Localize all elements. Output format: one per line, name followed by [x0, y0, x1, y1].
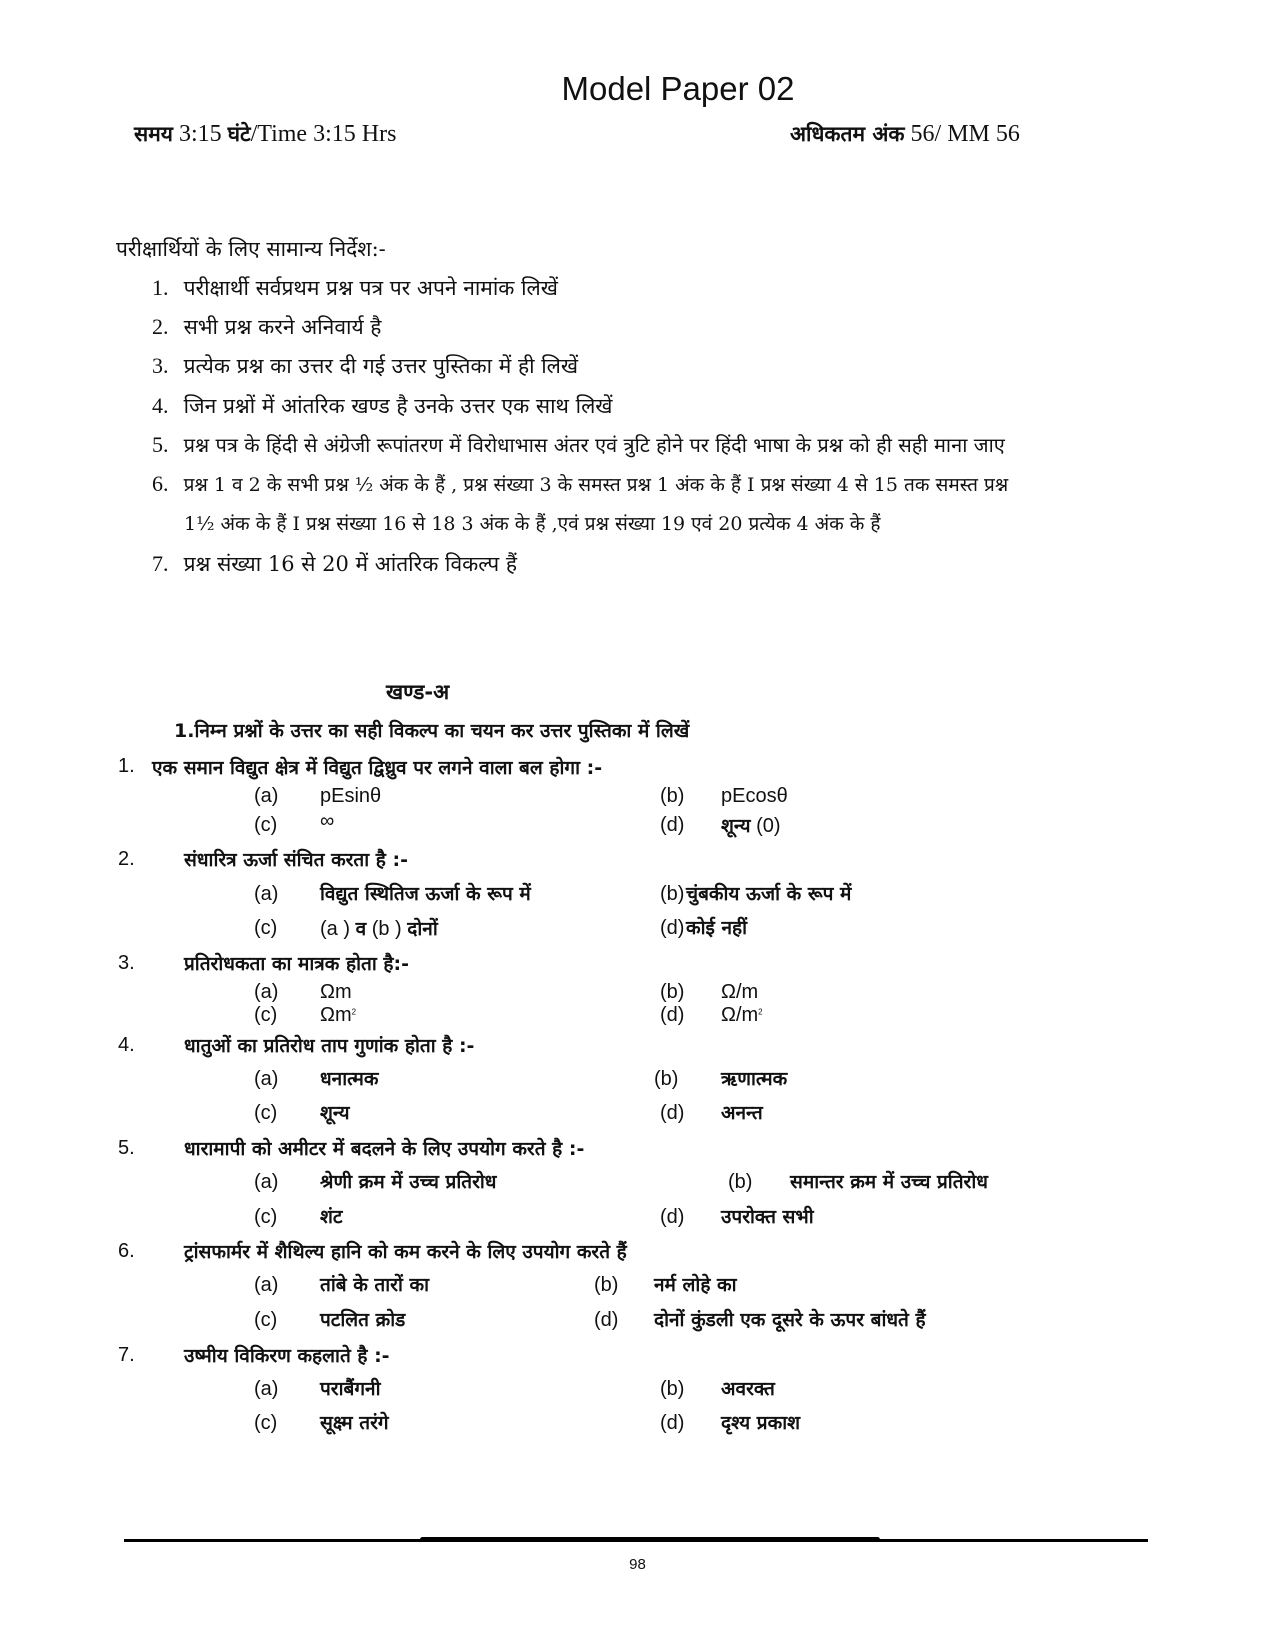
option-text: पटलित क्रोड [320, 1309, 406, 1331]
time-label-hi: समय [134, 122, 173, 146]
instruction-text: सभी प्रश्न करने अनिवार्य है [183, 315, 382, 339]
option-label: (a) [254, 1068, 279, 1090]
option-text: समान्तर क्रम में उच्च प्रतिरोध [790, 1171, 988, 1193]
instruction-number: 6. [152, 471, 169, 496]
instruction-text: प्रश्न 1 व 2 के सभी प्रश्न ½ अंक के हैं , प्रश्न संख्या 3 के समस्त प्रश्न 1 अंक के हैं I प्रश्न संख्या 4 से 15 तक समस्त प्रश्न [183, 474, 1009, 496]
option-label: (d) [660, 917, 685, 939]
max-marks [790, 120, 1020, 148]
option-label: (a) [254, 1171, 279, 1193]
option-text: Ω/m [721, 981, 759, 1003]
instruction-number: 1. [152, 275, 169, 300]
option-label: (d) [660, 1206, 685, 1228]
option-text: श्रेणी क्रम में उच्च प्रतिरोध [320, 1171, 497, 1193]
option-text-base: Ωm [320, 1004, 352, 1026]
section-subheading: 1.निम्न प्रश्नों के उत्तर का सही विकल्प का चयन कर उत्तर पुस्तिका में लिखें [174, 720, 690, 742]
question-number: 1. [118, 755, 135, 777]
option-text: नर्म लोहे का [654, 1274, 737, 1296]
option-label: (a) [254, 1378, 279, 1400]
option-text-hi: शून्य [721, 815, 751, 837]
instruction-number: 2. [152, 314, 169, 339]
instruction-number: 7. [152, 551, 169, 576]
instruction-text: जिन प्रश्नों में आंतरिक खण्ड है उनके उत्तर एक साथ लिखें [183, 394, 613, 418]
instructions-heading: परीक्षार्थियों के लिए सामान्य निर्देश:- [116, 237, 386, 261]
option-label: (c) [254, 1206, 278, 1228]
question-number: 7. [118, 1344, 135, 1366]
option-label: (a) [254, 1274, 279, 1296]
option-label: (a) [254, 785, 279, 807]
instruction-text: प्रत्येक प्रश्न का उत्तर दी गई उत्तर पुस्तिका में ही लिखें [183, 354, 579, 378]
option-text [721, 1004, 763, 1027]
option-label: (b) [660, 981, 685, 1003]
instruction-item [152, 431, 1005, 458]
marks-value: 56/ MM 56 [904, 121, 1020, 147]
instruction-text: प्रश्न संख्या 16 से 20 में आंतरिक विकल्प हैं [183, 552, 518, 576]
option-label: (b) [654, 1068, 679, 1090]
option-text: उपरोक्त सभी [721, 1206, 814, 1228]
instruction-item [152, 471, 1008, 497]
option-text: शंट [320, 1206, 343, 1228]
option-label: (d) [660, 1102, 685, 1124]
option-text: शून्य [320, 1102, 350, 1124]
option-text: ∞ [320, 810, 335, 832]
instruction-text: प्रश्न पत्र के हिंदी से अंग्रेजी रूपांतरण में विरोधाभास अंतर एवं त्रुटि होने पर हिंदी भाषा के प्रश्न को ही सही माना जाए [183, 433, 1005, 457]
option-text: तांबे के तारों का [320, 1274, 429, 1296]
question-number: 3. [118, 952, 135, 974]
marks-label-hi: अधिकतम अंक [790, 122, 905, 146]
option-label: (d) [660, 1004, 685, 1026]
option-label: (c) [254, 1309, 278, 1331]
option-text: अनन्त [721, 1102, 763, 1124]
option-label: (d) [594, 1309, 619, 1331]
option-label: (c) [254, 1004, 278, 1026]
footer-rule-thick [420, 1537, 880, 1542]
option-text: धनात्मक [320, 1068, 379, 1090]
option-text-part: (a ) [320, 918, 356, 940]
option-label: (b) [660, 785, 685, 807]
instruction-item [152, 392, 613, 420]
instruction-number: 3. [152, 353, 169, 378]
option-text: सूक्ष्म तरंगे [320, 1412, 389, 1434]
question-number: 2. [118, 848, 135, 870]
option-text-value: (0) [750, 815, 781, 837]
option-text [320, 1004, 356, 1027]
option-text-part: दोनों [407, 918, 438, 940]
option-text: पराबैंगनी [320, 1378, 381, 1400]
time-label-en: /Time 3:15 Hrs [250, 121, 397, 147]
instruction-number: 4. [152, 393, 169, 418]
question-text: एक समान विद्युत क्षेत्र में विद्युत द्विध्रुव पर लगने वाला बल होगा :- [152, 757, 603, 779]
option-text-exponent: 2 [351, 1007, 357, 1017]
option-text: ऋणात्मक [721, 1068, 788, 1090]
question-text: धारामापी को अमीटर में बदलने के लिए उपयोग करते है :- [184, 1138, 585, 1160]
question-text: संधारित्र ऊर्जा संचित करता है :- [184, 849, 408, 871]
option-text [320, 915, 438, 941]
time-info [134, 120, 396, 148]
question-text: प्रतिरोधकता का मात्रक होता है:- [184, 953, 409, 975]
question-text: धातुओं का प्रतिरोध ताप गुणांक होता है :- [184, 1035, 475, 1057]
option-text-base: Ω/m [721, 1004, 759, 1026]
option-label: (c) [254, 917, 278, 939]
option-label: (c) [254, 1412, 278, 1434]
paper-title: Model Paper 02 [561, 70, 795, 107]
option-text: दृश्य प्रकाश [721, 1412, 801, 1434]
option-text: pEsinθ [320, 785, 382, 807]
section-heading: खण्ड-अ [386, 680, 450, 704]
option-text: दोनों कुंडली एक दूसरे के ऊपर बांधते हैं [654, 1309, 926, 1331]
question-number: 5. [118, 1137, 135, 1159]
option-text: विद्युत स्थितिज ऊर्जा के रूप में [320, 883, 531, 905]
option-label: (c) [254, 1102, 278, 1124]
option-text [721, 812, 781, 838]
question-number: 6. [118, 1240, 135, 1262]
option-label: (c) [254, 814, 278, 836]
option-label: (b) [660, 1378, 685, 1400]
question-number: 4. [118, 1034, 135, 1056]
instruction-text-continued: 1½ अंक के हैं I प्रश्न संख्या 16 से 18 3 अंक के हैं ,एवं प्रश्न संख्या 19 एवं 20 प्रत्येक 4 अंक के हैं [184, 513, 881, 535]
instruction-item [152, 313, 381, 341]
instruction-item [152, 274, 558, 302]
instruction-item [152, 550, 517, 578]
option-label: (b) [594, 1274, 619, 1296]
option-text: अवरक्त [721, 1378, 775, 1400]
option-label: (b) [660, 883, 685, 905]
option-text-part: व [355, 918, 367, 940]
question-text: उष्मीय विकिरण कहलाते है :- [184, 1345, 390, 1367]
question-text: ट्रांसफार्मर में शैथिल्य हानि को कम करने के लिए उपयोग करते हैं [184, 1241, 627, 1263]
option-text: कोई नहीं [686, 917, 748, 939]
option-text: चुंबकीय ऊर्जा के रूप में [686, 883, 852, 905]
page-number: 98 [629, 1556, 646, 1573]
option-text-exponent: 2 [758, 1007, 763, 1017]
option-label: (d) [660, 1412, 685, 1434]
instruction-text: परीक्षार्थी सर्वप्रथम प्रश्न पत्र पर अपने नामांक लिखें [183, 276, 558, 300]
option-text-part: (b ) [366, 918, 408, 940]
time-value: 3:15 [172, 121, 228, 147]
instruction-item [152, 352, 578, 380]
option-label: (b) [728, 1171, 753, 1193]
option-label: (d) [660, 814, 685, 836]
time-unit-hi: घंटे [227, 122, 251, 146]
option-text: Ωm [320, 981, 352, 1003]
option-label: (a) [254, 981, 279, 1003]
instruction-number: 5. [152, 432, 169, 457]
option-label: (a) [254, 883, 279, 905]
option-text: pEcosθ [721, 785, 788, 807]
